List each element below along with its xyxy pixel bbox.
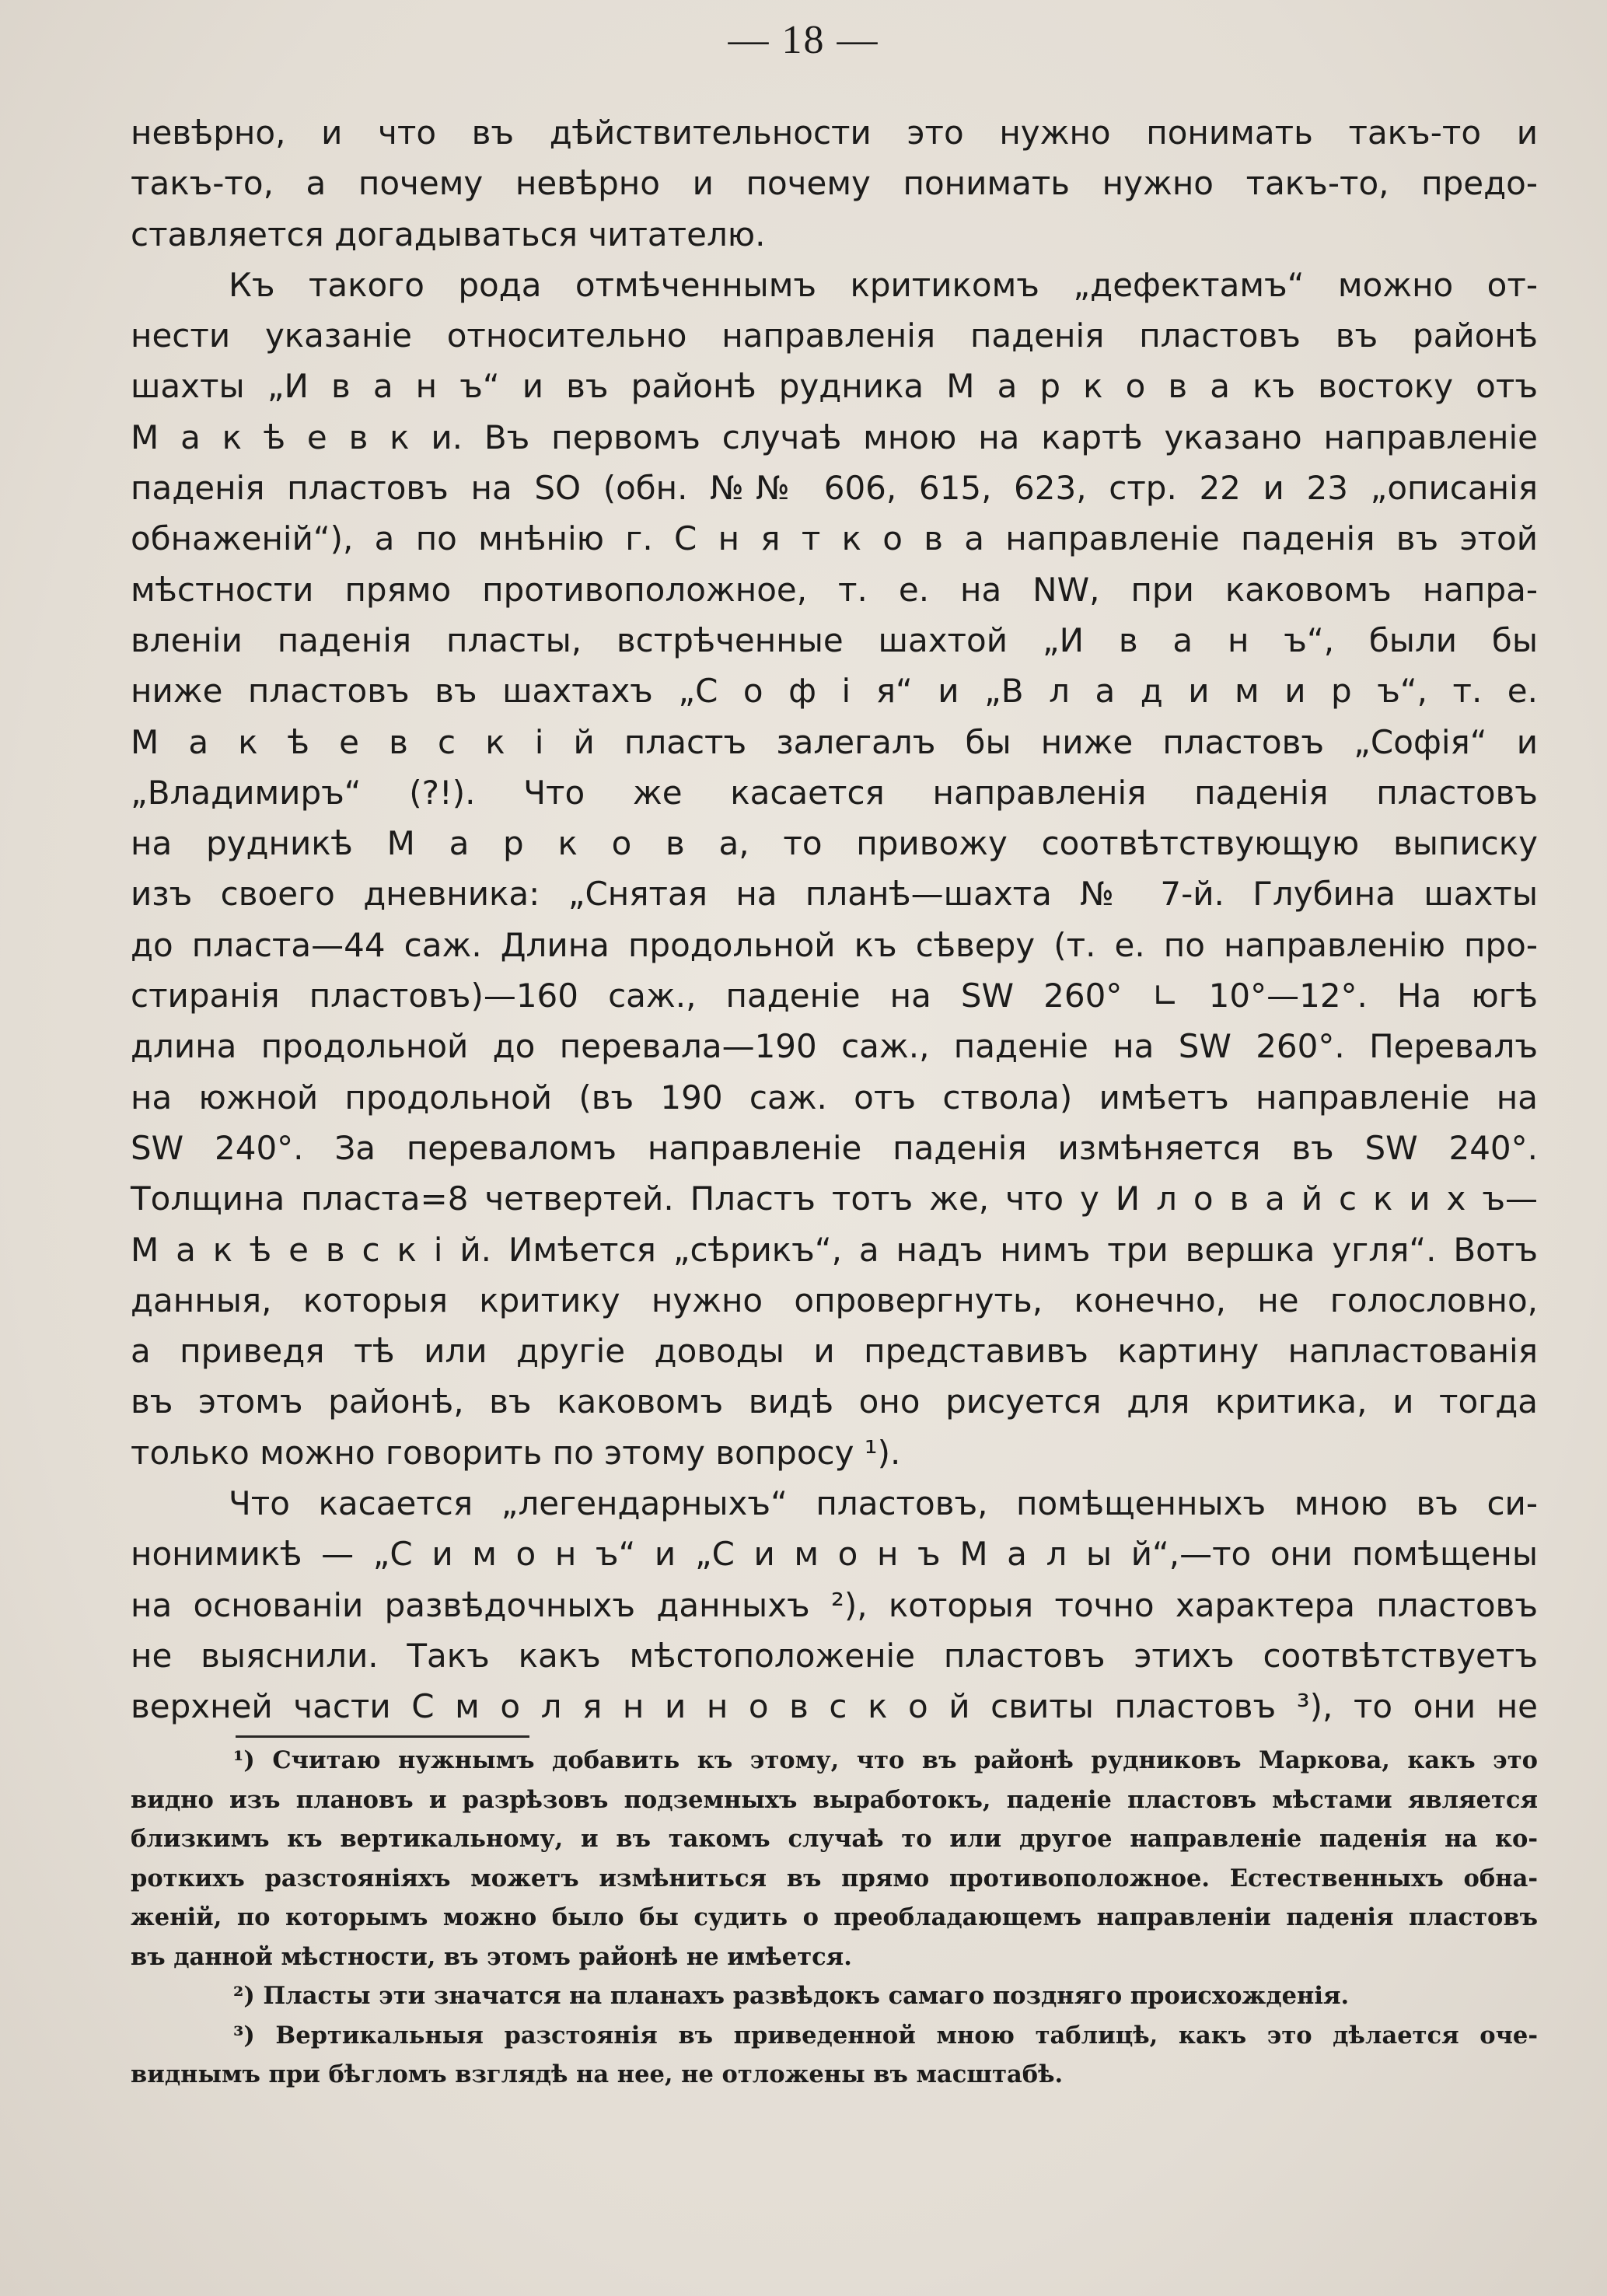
text-line: на рудникѣ М а р к о в а, то привожу соотвѣтствующую выписку [131, 824, 1538, 863]
text-line: Что касается „легендарныхъ“ пластовъ, помѣщенныхъ мною въ си- [229, 1484, 1538, 1523]
text-line: нонимикѣ — „С и м о н ъ“ и „С и м о н ъ М а л ы й“,—то они помѣщены [131, 1535, 1538, 1574]
text-line: мѣстности прямо противоположное, т. е. на NW, при каковомъ напра- [131, 570, 1538, 609]
footnote-line: ³) Вертикальныя разстоянія въ приведенной мною таблицѣ, какъ это дѣлается оче- [233, 2021, 1538, 2050]
text-line: на южной продольной (въ 190 саж. отъ ствола) имѣетъ направленіе на [131, 1078, 1538, 1117]
text-line: не выяснили. Такъ какъ мѣстоположеніе пластовъ этихъ соотвѣтствуетъ [131, 1636, 1538, 1675]
text-line: Толщина пласта=8 четвертей. Пластъ тотъ же, что у И л о в а й с к и х ъ— [131, 1179, 1538, 1218]
text-line: обнаженій“), а по мнѣнію г. С н я т к о в а направленіе паденія въ этой [131, 519, 1538, 558]
text-line: до пласта—44 саж. Длина продольной къ сѣверу (т. е. по направленію про- [131, 925, 1538, 964]
footnote-line: женій, по которымъ можно было бы судить о преобладающемъ направленіи паденія пластовъ [131, 1903, 1538, 1931]
footnote-divider [236, 1735, 529, 1738]
text-line: данныя, которыя критику нужно опровергнуть, конечно, не голословно, [131, 1281, 1538, 1319]
text-line: такъ-то, а почему невѣрно и почему понимать нужно такъ-то, предо- [131, 164, 1538, 203]
footnote-line: видно изъ плановъ и разрѣзовъ подземныхъ выработокъ, паденіе пластовъ мѣстами является [131, 1785, 1538, 1814]
main-text [131, 107, 1538, 1732]
footnote-line: роткихъ разстояніяхъ можетъ измѣниться въ прямо противоположное. Естественныхъ обна- [131, 1864, 1538, 1892]
text-line: стиранія пластовъ)—160 саж., паденіе на SW 260° ∟ 10°—12°. На югѣ [131, 977, 1538, 1015]
footnote-line: въ данной мѣстности, въ этомъ районѣ не имѣется. [131, 1942, 852, 1971]
text-line: М а к ѣ е в к и. Въ первомъ случаѣ мною на картѣ указано направленіе [131, 418, 1538, 456]
text-line: SW 240°. За переваломъ направленіе паденія измѣняется въ SW 240°. [131, 1128, 1538, 1167]
text-line: въ этомъ районѣ, въ каковомъ видѣ оно рисуется для критика, и тогда [131, 1382, 1538, 1421]
text-line: паденія пластовъ на SO (обн. №№ 606, 615, 623, стр. 22 и 23 „описанія [131, 469, 1538, 508]
page-number: — 18 — [728, 18, 879, 62]
text-line: только можно говорить по этому вопросу ¹). [131, 1433, 901, 1472]
text-line: а приведя тѣ или другіе доводы и представивъ картину напластованія [131, 1332, 1538, 1371]
footnote-line: близкимъ къ вертикальному, и въ такомъ случаѣ то или другое направленіе паденія на ко- [131, 1825, 1538, 1853]
text-line: ниже пластовъ въ шахтахъ „С о ф і я“ и „В л а д и м и р ъ“, т. е. [131, 672, 1538, 711]
footnotes [131, 1741, 1538, 2095]
text-line: Къ такого рода отмѣченнымъ критикомъ „дефектамъ“ можно от- [229, 265, 1538, 304]
text-line: „Владимиръ“ (?!). Что же касается направленія паденія пластовъ [131, 773, 1538, 812]
footnote-line: ¹) Считаю нужнымъ добавить къ этому, что въ районѣ рудниковъ Маркова, какъ это [233, 1746, 1538, 1774]
text-line: ставляется догадываться читателю. [131, 215, 766, 253]
text-line: длина продольной до перевала—190 саж., паденіе на SW 260°. Перевалъ [131, 1027, 1538, 1066]
text-line: М а к ѣ е в с к і й. Имѣется „сѣрикъ“, а надъ нимъ три вершка угля“. Вотъ [131, 1230, 1538, 1269]
text-line: М а к ѣ е в с к і й пластъ залегалъ бы ниже пластовъ „Софія“ и [131, 722, 1538, 761]
text-line: изъ своего дневника: „Снятая на планѣ—шахта № 7-й. Глубина шахты [131, 875, 1538, 914]
text-line: нести указаніе относительно направленія паденія пластовъ въ районѣ [131, 316, 1538, 355]
footnote-line: ²) Пласты эти значатся на планахъ развѣдокъ самаго поздняго происхожденія. [233, 1982, 1350, 2010]
text-line: на основаніи развѣдочныхъ данныхъ ²), которыя точно характера пластовъ [131, 1585, 1538, 1624]
text-line: невѣрно, и что въ дѣйствительности это нужно понимать такъ-то и [131, 114, 1538, 152]
text-line: вленіи паденія пласты, встрѣченные шахтой „И в а н ъ“, были бы [131, 620, 1538, 659]
text-line: верхней части С м о л я н и н о в с к о й свиты пластовъ ³), то они не [131, 1687, 1538, 1726]
text-line: шахты „И в а н ъ“ и въ районѣ рудника М а р к о в а къ востоку отъ [131, 367, 1538, 406]
footnote-line: виднымъ при бѣгломъ взглядѣ на нее, не отложены въ масштабѣ. [131, 2060, 1064, 2088]
